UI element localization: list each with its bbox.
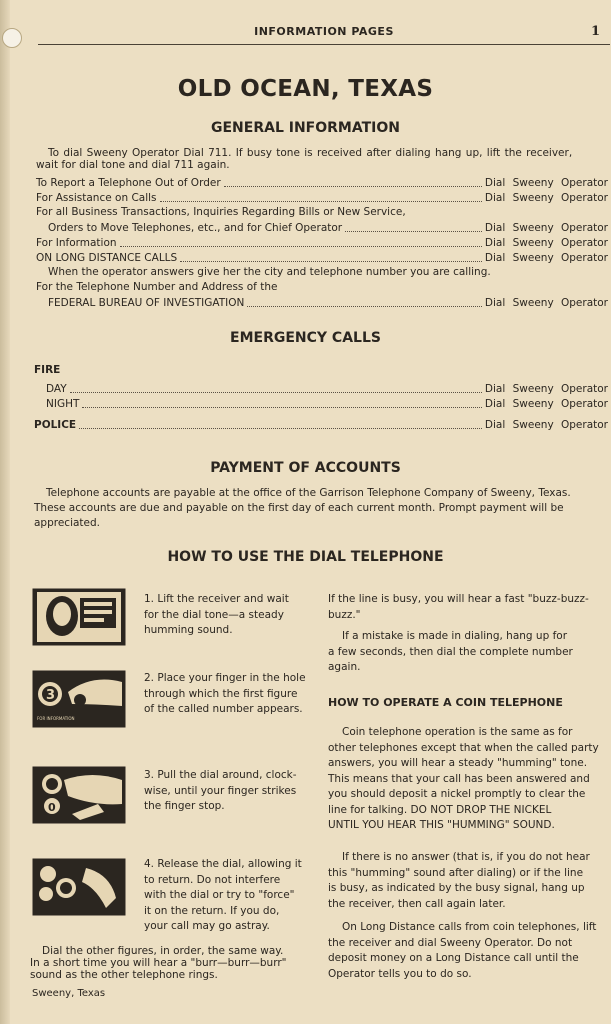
receiver-icon (32, 588, 126, 646)
coin-line: is busy, as indicated by the busy signal, hang up (328, 882, 585, 894)
day-value: Dial Sweeny Operator (484, 383, 608, 395)
pull-dial-icon (32, 766, 126, 824)
step-2-line: 2. Place your finger in the hole (144, 672, 306, 684)
finger-dial-icon (32, 670, 126, 728)
step-2-line: of the called number appears. (144, 703, 303, 715)
coin-line: If there is no answer (that is, if you do not hear (342, 851, 590, 863)
info-row-label: Orders to Move Telephones, etc., and for Chief Operator (48, 222, 343, 234)
closing-line: In a short time you will hear a "burr—burr—burr" (30, 957, 287, 969)
step-3 (144, 768, 314, 815)
coin-line: UNTIL YOU HEAR THIS "HUMMING" SOUND. (328, 819, 555, 831)
release-dial-icon (32, 858, 126, 916)
coin-line: On Long Distance calls from coin telephones, lift (342, 921, 597, 933)
info-row-label: ON LONG DISTANCE CALLS (36, 252, 178, 264)
step-1-line: for the dial tone—a steady (144, 608, 284, 621)
step-3-line: 3. Pull the dial around, clock- (144, 769, 297, 781)
coin-line: the receiver and dial Sweeny Operator. Do not (328, 936, 573, 949)
night-value: Dial Sweeny Operator (484, 398, 608, 410)
info-row-label: For Assistance on Calls (36, 192, 157, 204)
closing-line: sound as the other telephone rings. (30, 969, 218, 981)
coin-line: you should deposit a nickel promptly to clear the (328, 788, 586, 800)
header-title: INFORMATION PAGES (254, 25, 394, 38)
busy-line: buzz." (328, 608, 361, 621)
busy-line: If the line is busy, you will hear a fast "buzz-buzz- (328, 593, 589, 605)
coin-line: Operator tells you to do so. (328, 967, 472, 980)
general-intro-line1: To dial Sweeny Operator Dial 711. If busy tone is received after dialing hang up, lift the receiver, (48, 147, 573, 159)
page-number: 1 (590, 24, 600, 39)
night-label: NIGHT (46, 398, 80, 410)
info-row-label: For Information (36, 237, 117, 249)
icon-caption: FOR INFORMATION (37, 716, 75, 721)
step-3-line: the finger stop. (144, 800, 225, 812)
page-title: OLD OCEAN, TEXAS (177, 76, 434, 102)
dial-closing (30, 945, 314, 981)
step-1 (144, 592, 312, 639)
closing-line: Dial the other figures, in order, the same way. (42, 945, 284, 957)
mistake-line: a few seconds, then dial the complete number (328, 645, 573, 658)
day-label: DAY (46, 383, 67, 395)
info-row-value: Dial Sweeny Operator (484, 297, 608, 309)
coin-line: This means that your call has been answered and (328, 772, 590, 785)
coin-line: answers, you will hear a steady "humming" tone. (328, 757, 588, 769)
step-4-line: 4. Release the dial, allowing it (144, 858, 302, 870)
step-1-line: humming sound. (144, 624, 233, 636)
police-label: POLICE (34, 419, 77, 431)
info-row (36, 251, 608, 265)
info-row-value: Dial Sweeny Operator (484, 237, 608, 249)
coin-paragraph-2 (328, 850, 608, 912)
step-4-line: with the dial or try to "force" (144, 889, 295, 901)
payment-line2: These accounts are due and payable on the first day of each current month. Prompt payment will be (34, 502, 564, 514)
info-row (36, 176, 608, 190)
payment-line3: appreciated. (34, 517, 101, 529)
coin-line: Coin telephone operation is the same as for (342, 726, 573, 738)
mistake-line: If a mistake is made in dialing, hang up for (342, 630, 568, 642)
svg-text:3: 3 (46, 688, 56, 703)
page-footer: Sweeny, Texas (32, 988, 106, 999)
step-4 (144, 857, 312, 935)
coin-line: other telephones except that when the called party (328, 741, 599, 754)
step-4-line: it on the return. If you do, (144, 904, 280, 917)
general-intro-line2: wait for dial tone and dial 711 again. (36, 159, 230, 171)
coin-paragraph-3 (328, 920, 608, 982)
info-row-label: To Report a Telephone Out of Order (36, 177, 221, 189)
coin-line: the receiver, then call again later. (328, 897, 506, 910)
dial-heading: HOW TO USE THE DIAL TELEPHONE (167, 549, 444, 565)
payment-line1: Telephone accounts are payable at the office of the Garrison Telephone Company of Sweeny, Texas. (46, 487, 571, 499)
general-heading: GENERAL INFORMATION (211, 120, 400, 136)
info-row-label: For the Telephone Number and Address of the (36, 281, 278, 293)
info-row-value: Dial Sweeny Operator (484, 177, 608, 189)
binder-hole (2, 28, 22, 48)
emergency-row-police (34, 418, 608, 432)
step-2-line: through which the first figure (144, 687, 298, 700)
emergency-row-night (46, 397, 608, 411)
payment-heading: PAYMENT OF ACCOUNTS (210, 460, 401, 476)
info-row (48, 221, 608, 235)
coin-line: deposit money on a Long Distance call until the (328, 952, 579, 964)
step-3-line: wise, until your finger strikes (144, 784, 297, 797)
mistake-paragraph (328, 629, 608, 676)
fire-label: FIRE (34, 364, 61, 376)
police-value: Dial Sweeny Operator (484, 419, 608, 431)
info-row (36, 236, 608, 250)
coin-line: this "humming" sound after dialing) or if the line (328, 866, 584, 879)
coin-line: line for talking. DO NOT DROP THE NICKEL (328, 803, 552, 816)
svg-text:0: 0 (48, 801, 56, 814)
mistake-line: again. (328, 661, 361, 673)
step-2 (144, 671, 314, 718)
info-row-value: Dial Sweeny Operator (484, 192, 608, 204)
emergency-heading: EMERGENCY CALLS (230, 330, 381, 346)
coin-heading: HOW TO OPERATE A COIN TELEPHONE (328, 696, 563, 709)
info-row (48, 296, 608, 310)
info-row-label: FEDERAL BUREAU OF INVESTIGATION (48, 297, 245, 309)
info-row-label: For all Business Transactions, Inquiries Regarding Bills or New Service, (36, 206, 406, 218)
step-4-line: your call may go astray. (144, 920, 270, 932)
page-header (38, 22, 610, 45)
coin-paragraph-1 (328, 725, 608, 834)
busy-paragraph (328, 592, 608, 623)
info-row-value: Dial Sweeny Operator (484, 222, 608, 234)
emergency-row-day (46, 382, 608, 396)
info-row (36, 191, 608, 205)
info-row-label: When the operator answers give her the city and telephone number you are calling. (48, 266, 491, 278)
page-binding (0, 0, 10, 1024)
step-4-line: to return. Do not interfere (144, 873, 281, 886)
step-1-line: 1. Lift the receiver and wait (144, 593, 289, 605)
info-row-value: Dial Sweeny Operator (484, 252, 608, 264)
